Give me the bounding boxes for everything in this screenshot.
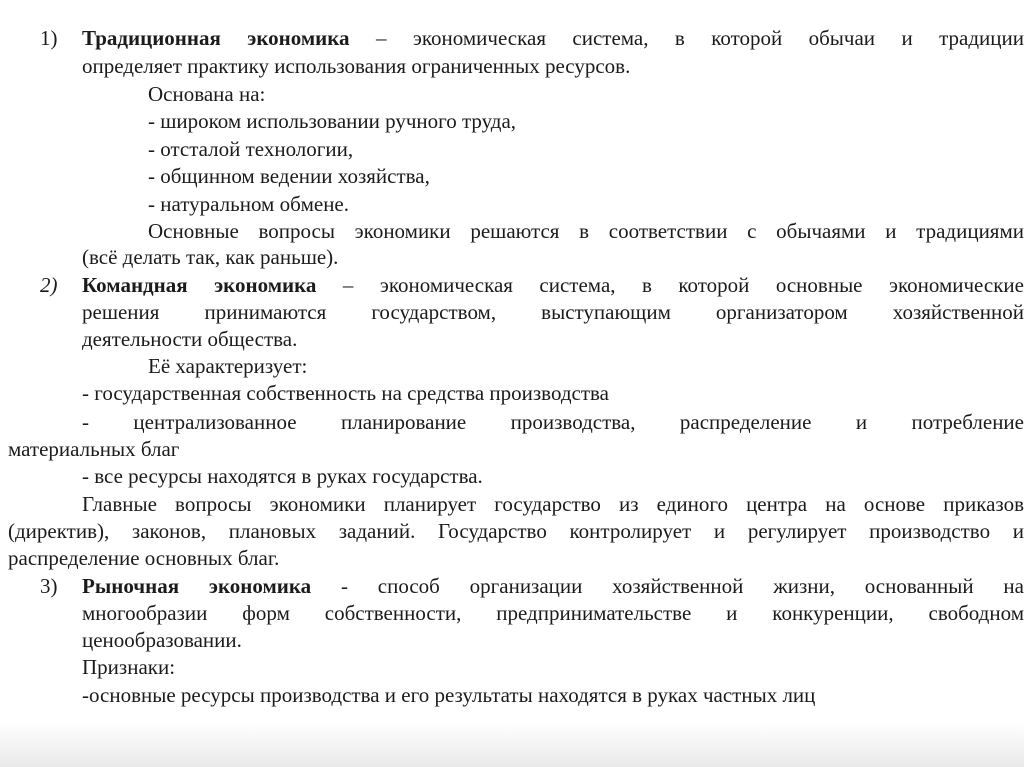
- section1-term: Традиционная экономика: [82, 26, 350, 50]
- section2-feature-1: - государственная собственность на средства производства: [82, 381, 609, 405]
- section2-characterized-label: Её характеризует:: [148, 354, 308, 378]
- section3-feature-1: -основные ресурсы производства и его результаты находятся в руках частных лиц: [82, 683, 816, 707]
- section1-number: 1): [40, 26, 58, 50]
- section1-feature-2: - отсталой технологии,: [148, 137, 354, 161]
- section2-definition-text: – экономическая система, в которой основные экономические: [316, 273, 1024, 297]
- section1-based-on-label: Основана на:: [148, 82, 266, 106]
- section3-definition-line1: [82, 574, 1024, 598]
- section3-number: 3): [40, 574, 58, 598]
- section1-summary-line2: (всё делать так, как раньше).: [82, 245, 339, 269]
- section3-term: Рыночная экономика: [82, 574, 312, 598]
- section1-summary-line1: Основные вопросы экономики решаются в соответствии с обычаями и традициями: [148, 219, 1024, 243]
- section1-definition-line2: определяет практику использования ограниченных ресурсов.: [82, 54, 631, 78]
- section2-feature-2-line2: материальных благ: [8, 437, 180, 461]
- section1-definition-line1: [82, 26, 1024, 50]
- section2-definition-line2: решения принимаются государством, выступающим организатором хозяйственной: [82, 300, 1024, 324]
- section2-summary-line1: Главные вопросы экономики планирует государство из единого центра на основе приказов: [82, 492, 1024, 516]
- section2-term: Командная экономика: [82, 273, 317, 297]
- page-bottom-shadow: [0, 722, 1024, 767]
- section2-feature-2-line1: - централизованное планирование производства, распределение и потребление: [82, 410, 1024, 434]
- section3-definition-line2: многообразии форм собственности, предпринимательстве и конкуренции, свободном: [82, 601, 1024, 625]
- section1-feature-1: - широком использовании ручного труда,: [148, 109, 517, 133]
- section2-feature-3: - все ресурсы находятся в руках государства.: [82, 464, 483, 488]
- section3-definition-line3: ценообразовании.: [82, 628, 242, 652]
- section2-summary-line2: (директив), законов, плановых заданий. Государство контролирует и регулирует производство и: [8, 519, 1024, 543]
- section1-feature-4: - натуральном обмене.: [148, 192, 349, 216]
- section2-summary-line3: распределение основных благ.: [8, 546, 280, 570]
- section2-definition-line1: [82, 273, 1024, 297]
- section2-number: 2): [40, 273, 58, 297]
- section3-definition-text: - способ организации хозяйственной жизни, основанный на: [311, 574, 1024, 598]
- section2-definition-line3: деятельности общества.: [82, 327, 298, 351]
- section1-feature-3: - общинном ведении хозяйства,: [148, 164, 430, 188]
- section1-definition-text: – экономическая система, в которой обычаи и традиции: [349, 26, 1024, 50]
- section3-signs-label: Признаки:: [82, 655, 176, 679]
